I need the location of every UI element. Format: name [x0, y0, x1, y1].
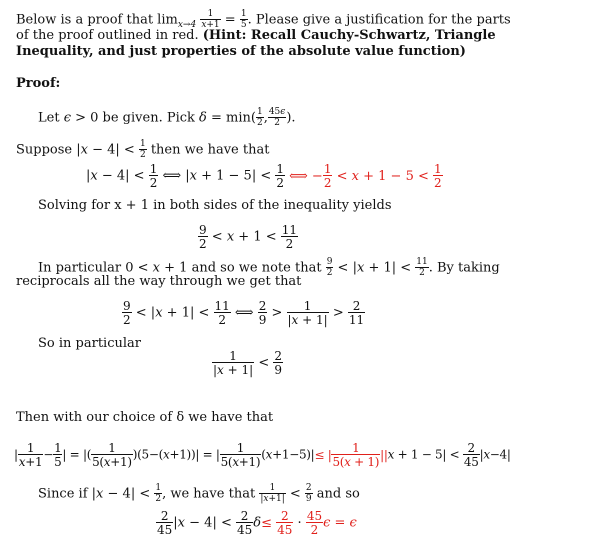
equation-5: | $\frac{1}{x+1}$ − $\frac{1}{5}$ | = |( $\frac{1}{5(x+1)}$ )(5−(x+1))| = | $\frac{1}{5(x+1)}$ (x+1−5)|≤ | $\frac{1}{5(x + 1)}$ ||x + 1 − 5| < $\frac{2}{45}$ |x−4| — [14, 441, 511, 469]
equation-2: $\frac{9}{2}$ < x + 1 < $\frac{11}{2}$ — [199, 223, 298, 251]
since-line: Since if |x − 4| < $\frac{1}{2}$ , we have that $\frac{1}{|x+1|}$ < $\frac{2}{9}$ and so — [38, 483, 360, 504]
since-text-c: and so — [312, 486, 360, 502]
in-particular-line: In particular 0 < x + 1 and so we note that $\frac{9}{2}$ < |x + 1| < $\frac{11}{2}$ . By taking — [38, 257, 500, 278]
limit-fraction: $\frac{1}{x+1}$ — [201, 9, 220, 30]
intro-text-b: . Please give a justification for the parts — [247, 12, 511, 28]
solving-line — [38, 198, 392, 214]
let-text-a: Let — [38, 110, 64, 126]
limit-subscript: x→4 — [177, 20, 197, 31]
particular-text-b: and so we note that — [187, 260, 326, 276]
hint-text-2: Inequality, and just properties of the absolute value function) — [16, 44, 466, 59]
hint-text-1: (Hint: Recall Cauchy-Schwartz, Triangle — [202, 28, 496, 43]
reciprocals-line: reciprocals all the way through we get that — [16, 274, 302, 289]
solving-text: Solving for x + 1 in both sides of the inequality yields — [38, 198, 392, 213]
equation-6: $\frac{2}{45}$ |x − 4| < $\frac{2}{45}$ δ≤ $\frac{2}{45}$ · $\frac{45}{2}$ ϵ = ϵ — [157, 509, 357, 537]
intro-line-1: Below is a proof that $\lim_{x\to 4}$ $\frac{1}{x+1}$ = $\frac{1}{5}$ . Please give a justification for the parts — [16, 9, 511, 31]
equation-4: $\frac{1}{|x + 1|}$ < $\frac{2}{9}$ — [213, 349, 283, 377]
intro-text-a: Below is a proof that lim — [16, 12, 178, 28]
intro-line-2-plain: of the proof outlined in red. — [16, 28, 199, 43]
particular-text-a: In particular 0 < — [38, 260, 153, 276]
equation-3: $\frac{9}{2}$ < |x + 1| < $\frac{11}{2}$ ⟺ $\frac{2}{9}$ > $\frac{1}{|x + 1|}$ > $\frac{2}{11}$ — [123, 299, 365, 327]
proof-heading: Proof: — [16, 76, 61, 91]
suppose-text-b: then we have that — [146, 142, 270, 158]
intro-line-2 — [16, 28, 496, 44]
suppose-text-a: Suppose — [16, 142, 77, 158]
since-text-b: , we have that — [162, 486, 260, 502]
suppose-line: Suppose |x − 4| < $\frac{1}{2}$ then we have that — [16, 139, 270, 160]
let-text-b: > 0 be given. Pick — [70, 110, 200, 126]
then-line: Then with our choice of δ we have that — [16, 410, 274, 425]
limit-value: $\frac{1}{5}$ — [240, 9, 247, 30]
equation-1: |x − 4| < $\frac{1}{2}$ ⟺ |x + 1 − 5| < $\frac{1}{2}$ ⟺ − $\frac{1}{2}$ < x + 1 − 5 < $\frac{1}{2}$ — [86, 162, 442, 190]
let-text-c: = min( — [206, 110, 256, 126]
let-epsilon-line: Let ϵ > 0 be given. Pick δ = min( $\frac{1}{2}$ , $\frac{45\epsilon}{2}$ ). — [38, 107, 296, 128]
particular-text-c: . By taking — [428, 260, 500, 276]
so-in-particular: So in particular — [38, 336, 141, 351]
since-text-a: Since if — [38, 486, 92, 502]
